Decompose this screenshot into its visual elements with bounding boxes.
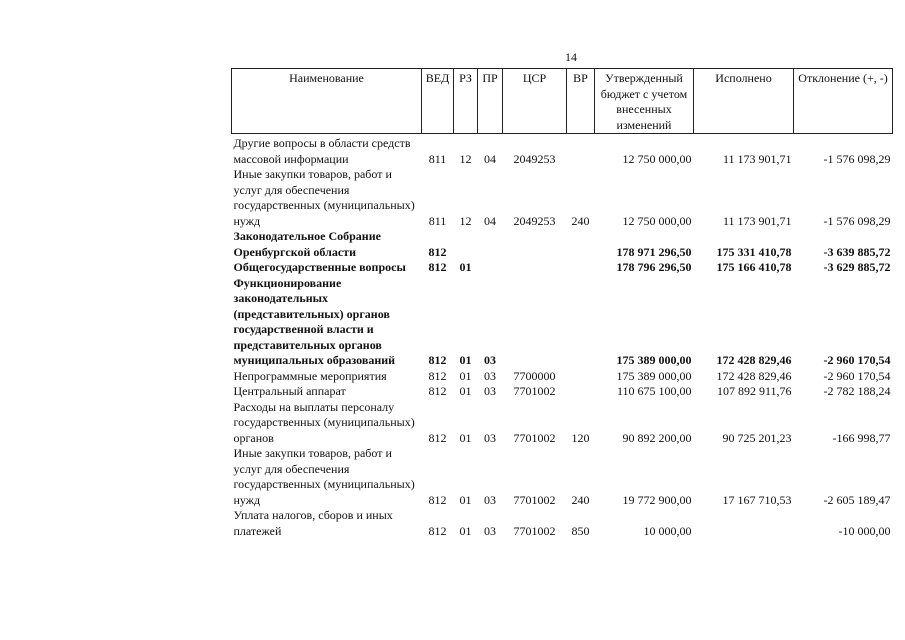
cell-ved: 811 [428,213,447,228]
cell-pr [478,260,503,276]
cell-executed: 172 428 829,46 [716,368,792,383]
cell-vr: 240 [571,492,590,507]
cell-budget: 19 772 900,00 [622,492,692,507]
cell-name: Расходы на выплаты персоналу государственных (муниципальных) органов [233,399,415,445]
cell-rz: 01 [459,492,472,507]
table-row [232,167,893,229]
cell-pr: 03 [484,353,496,367]
cell-budget: 178 971 296,50 [616,244,692,259]
cell-pr: 04 [484,151,496,166]
cell-budget: 10 000,00 [643,523,692,538]
header-rz: РЗ [454,69,478,134]
cell-deviation: -2 605 189,47 [823,492,891,507]
cell-csr: 7701002 [513,384,556,398]
cell-rz: 01 [459,368,472,383]
cell-rz: 01 [459,430,472,445]
cell-vr [567,229,595,260]
header-vr: ВР [567,69,595,134]
cell-budget: 12 750 000,00 [622,151,692,166]
table-row [232,276,893,369]
page-number: 14 [565,50,577,64]
cell-executed: 90 725 201,23 [722,430,792,445]
cell-vr [567,276,595,369]
cell-budget: 175 389 000,00 [616,368,692,383]
cell-name: Другие вопросы в области средств массовой информации [233,136,411,166]
cell-csr [503,276,567,369]
cell-executed: 17 167 710,53 [722,492,792,507]
cell-budget: 12 750 000,00 [622,213,692,228]
cell-executed: 11 173 901,71 [722,151,792,166]
cell-name: Общегосударственные вопросы [233,260,406,274]
cell-csr: 7700000 [513,368,556,383]
cell-csr: 2049253 [513,151,556,166]
cell-rz: 01 [459,384,472,398]
table-row [232,508,893,539]
cell-executed: 172 428 829,46 [716,353,792,367]
cell-pr: 03 [484,368,496,383]
header-name: Наименование [232,69,422,134]
table-row [232,369,893,385]
cell-deviation: -10 000,00 [838,523,891,538]
cell-deviation: -166 998,77 [832,430,891,445]
cell-ved: 812 [428,353,447,367]
budget-table [231,68,893,539]
cell-csr [503,260,567,276]
table-row [232,384,893,400]
cell-rz: 12 [459,213,472,228]
cell-pr [478,229,503,260]
cell-csr: 7701002 [513,430,556,445]
cell-ved: 812 [428,430,447,445]
table-row [232,400,893,447]
cell-deviation: -2 960 170,54 [823,368,891,383]
cell-pr: 03 [484,430,496,445]
cell-rz: 01 [459,353,472,367]
cell-rz: 01 [459,523,472,538]
cell-csr: 2049253 [513,213,556,228]
cell-executed: 175 331 410,78 [716,244,792,259]
cell-ved: 812 [428,368,447,383]
cell-rz [454,229,478,260]
cell-pr: 03 [484,384,496,398]
cell-name: Центральный аппарат [233,384,346,398]
cell-name: Уплата налогов, сборов и иных платежей [233,508,393,538]
cell-ved: 812 [428,244,447,259]
cell-csr: 7701002 [513,492,556,507]
cell-pr: 03 [484,523,496,538]
cell-budget: 90 892 200,00 [622,430,692,445]
cell-ved: 812 [428,492,447,507]
cell-vr [567,134,595,168]
cell-vr: 240 [571,213,590,228]
cell-vr: 850 [571,523,590,538]
cell-ved: 812 [428,260,447,274]
cell-executed: 175 166 410,78 [716,260,792,274]
cell-vr: 120 [571,430,590,445]
cell-budget: 110 675 100,00 [616,384,692,398]
cell-name: Функционирование законодательных (представительных) органов государственной власти и представительных органов муниципальных образований [233,275,396,367]
cell-deviation: -3 629 885,72 [823,260,891,274]
table-row [232,260,893,276]
header-budget: Утвержденный бюджет с учетом внесенных изменений [595,69,694,134]
cell-deviation: -2 960 170,54 [823,353,891,367]
cell-name: Иные закупки товаров, работ и услуг для обеспечения государственных (муниципальных) нужд [233,167,415,228]
cell-pr: 04 [484,213,496,228]
header-executed: Исполнено [694,69,794,134]
cell-ved: 812 [428,523,447,538]
cell-deviation: -1 576 098,29 [823,151,891,166]
header-pr: ПР [478,69,503,134]
cell-vr [567,260,595,276]
cell-deviation: -1 576 098,29 [823,213,891,228]
cell-budget: 175 389 000,00 [616,353,692,367]
cell-name: Непрограммные мероприятия [233,368,387,383]
cell-deviation: -3 639 885,72 [823,244,891,259]
header-row [232,69,893,134]
cell-rz: 01 [459,260,472,274]
cell-vr [567,384,595,400]
cell-executed [694,508,794,539]
cell-rz: 12 [459,151,472,166]
header-csr: ЦСР [503,69,567,134]
cell-name: Иные закупки товаров, работ и услуг для обеспечения государственных (муниципальных) нужд [233,446,415,507]
cell-executed: 11 173 901,71 [722,213,792,228]
cell-csr [503,229,567,260]
header-ved: ВЕД [422,69,454,134]
cell-ved: 812 [428,384,447,398]
cell-budget: 178 796 296,50 [616,260,692,274]
table-body [232,134,893,540]
table-row [232,229,893,260]
header-deviation: Отклонение (+, -) [794,69,893,134]
cell-ved: 811 [428,151,447,166]
cell-deviation: -2 782 188,24 [823,384,891,398]
cell-executed: 107 892 911,76 [716,384,792,398]
cell-csr: 7701002 [513,523,556,538]
cell-pr: 03 [484,492,496,507]
cell-name: Законодательное Собрание Оренбургской области [233,229,381,259]
table-row [232,134,893,168]
cell-vr [567,369,595,385]
table-row [232,446,893,508]
